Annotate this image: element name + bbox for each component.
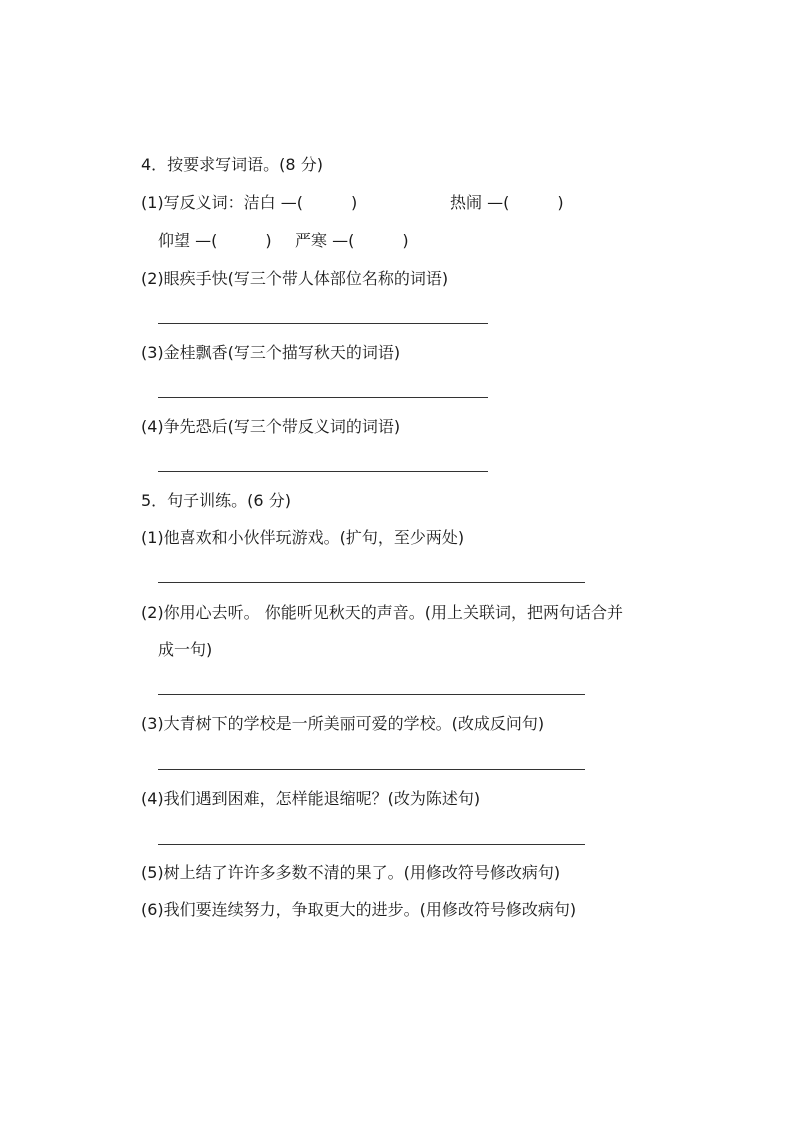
antonym-item-look-up: 仰望 —( ) bbox=[158, 231, 272, 250]
question-5-part-1-prompt: (1)他喜欢和小伙伴玩游戏。(扩句，至少两处) bbox=[141, 528, 465, 547]
question-5-part-6-prompt: (6)我们要连续努力，争取更大的进步。(用修改符号修改病句) bbox=[141, 900, 577, 919]
question-4-part-2-prompt: (2)眼疾手快(写三个带人体部位名称的词语) bbox=[141, 269, 449, 288]
antonym-item-severe-cold: 严寒 —( ) bbox=[295, 231, 409, 250]
question-5-title: 5．句子训练。(6 分) bbox=[141, 491, 291, 510]
question-4-part-4-prompt: (4)争先恐后(写三个带反义词的词语) bbox=[141, 417, 401, 436]
question-5-part-2-prompt: (2)你用心去听。 你能听见秋天的声音。(用上关联词，把两句话合并 bbox=[141, 603, 623, 622]
antonym-item-clean-white: (1)写反义词：洁白 —( ) bbox=[141, 193, 358, 212]
question-5-part-4-prompt: (4)我们遇到困难，怎样能退缩呢？(改为陈述句) bbox=[141, 789, 481, 808]
question-4-title: 4．按要求写词语。(8 分) bbox=[141, 155, 323, 174]
antonym-item-lively: 热闹 —( ) bbox=[450, 193, 564, 212]
answer-line[interactable] bbox=[158, 397, 488, 398]
answer-line[interactable] bbox=[158, 323, 488, 324]
question-4-part-3-prompt: (3)金桂飘香(写三个描写秋天的词语) bbox=[141, 343, 401, 362]
question-5-part-5-prompt: (5)树上结了许许多多数不清的果了。(用修改符号修改病句) bbox=[141, 863, 561, 882]
answer-line[interactable] bbox=[158, 769, 585, 770]
question-5-part-3-prompt: (3)大青树下的学校是一所美丽可爱的学校。(改成反问句) bbox=[141, 714, 545, 733]
question-5-part-2-prompt-continued: 成一句) bbox=[158, 640, 213, 659]
answer-line[interactable] bbox=[158, 582, 585, 583]
answer-line[interactable] bbox=[158, 844, 585, 845]
answer-line[interactable] bbox=[158, 471, 488, 472]
answer-line[interactable] bbox=[158, 694, 585, 695]
